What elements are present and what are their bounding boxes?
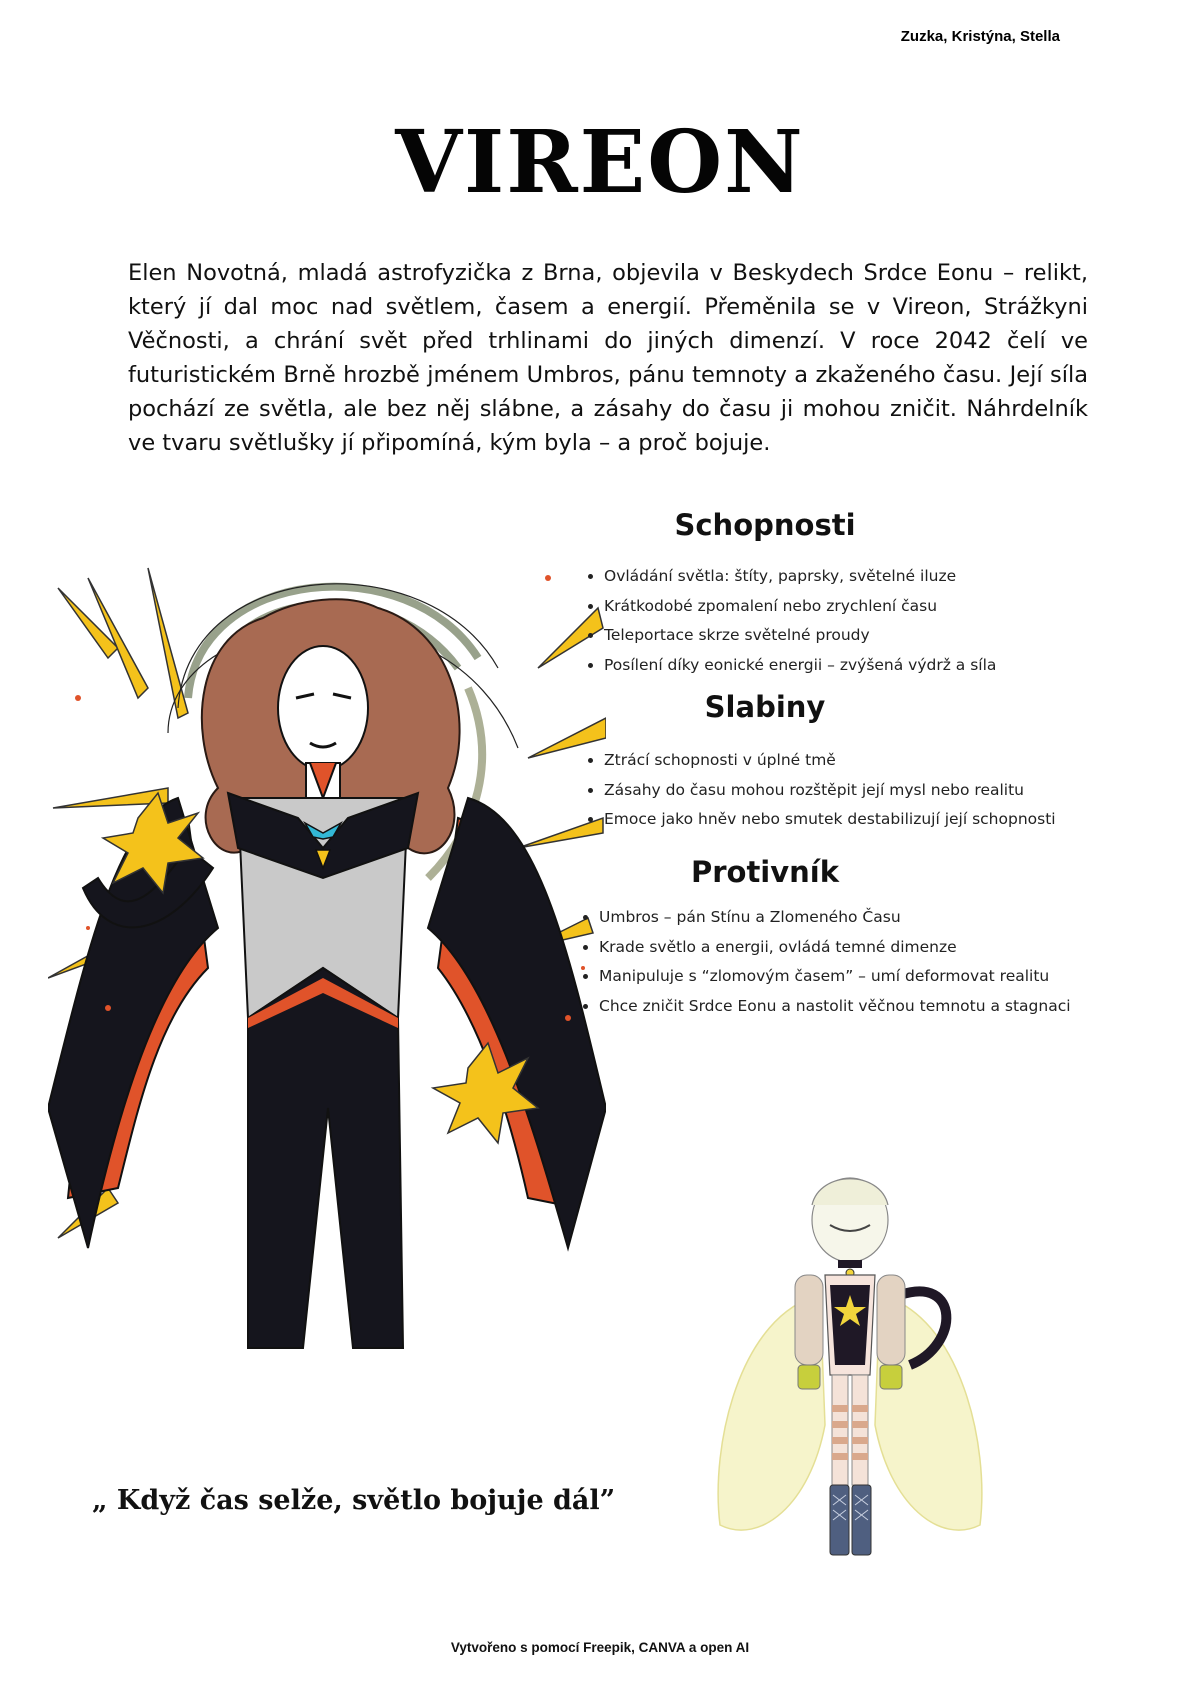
list-item: • Manipuluje s “zlomovým časem” – umí deformovat realitu	[599, 962, 1071, 992]
weaknesses-list	[580, 746, 1056, 835]
list-item: • Emoce jako hněv nebo smutek destabilizují její schopnosti	[604, 805, 1056, 835]
list-item: • Krátkodobé zpomalení nebo zrychlení času	[604, 592, 996, 622]
list-item: • Teleportace skrze světelné proudy	[604, 621, 996, 651]
page-title: VIREON	[395, 112, 805, 213]
intro-paragraph: Elen Novotná, mladá astrofyzička z Brna, objevila v Beskydech Srdce Eonu – relikt, který jí dal moc nad světlem, časem a energií. Přeměnila se v Vireon, Strážkyni Věčnosti, a chrání svět před trhlinami do jiných dimenzí. V roce 2042 čelí ve futuristickém Brně hrozbě jménem Umbros, pánu temnoty a zkaženého času. Její síla pochází ze světla, ale bez něj slábne, a zásahy do času ji mohou zničit. Náhrdelník ve tvaru světlušky jí připomíná, kým byla – a proč bojuje.	[128, 260, 1088, 456]
firefly-character-illustration	[700, 1165, 1000, 1605]
abilities-list	[580, 562, 996, 680]
list-item: • Zásahy do času mohou rozštěpit její mysl nebo realitu	[604, 776, 1056, 806]
list-item: • Krade světlo a energii, ovládá temné dimenze	[599, 933, 1071, 963]
vireon-illustration	[48, 548, 606, 1360]
list-item: • Ztrácí schopnosti v úplné tmě	[604, 746, 1056, 776]
list-item: • Ovládání světla: štíty, paprsky, světelné iluze	[604, 562, 996, 592]
antagonist-heading: Protivník	[690, 855, 840, 889]
list-item: • Posílení díky eonické energii – zvýšená výdrž a síla	[604, 651, 996, 681]
authors: Zuzka, Kristýna, Stella	[900, 28, 1060, 45]
list-item: • Umbros – pán Stínu a Zlomeného Času	[599, 903, 1071, 933]
antagonist-list	[575, 903, 1071, 1021]
footer-credit: Vytvořeno s pomocí Freepik, CANVA a open AI	[450, 1640, 750, 1655]
quote: „ Když čas selže, světlo bojuje dál”	[92, 1485, 616, 1516]
list-item: • Chce zničit Srdce Eonu a nastolit věčnou temnotu a stagnaci	[599, 992, 1071, 1022]
weaknesses-heading: Slabiny	[704, 690, 826, 724]
abilities-heading: Schopnosti	[674, 508, 856, 542]
